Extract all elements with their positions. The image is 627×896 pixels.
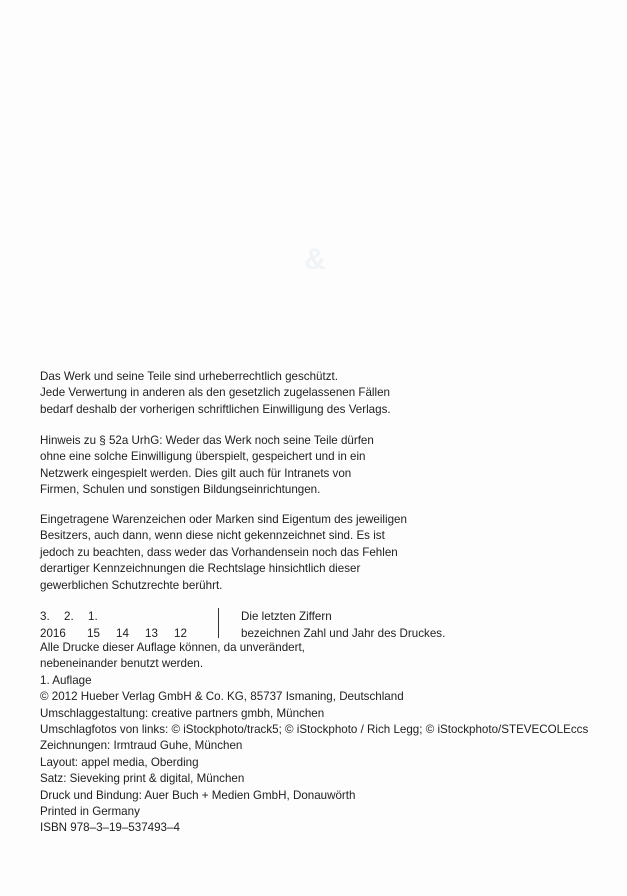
- credit-line: Alle Drucke dieser Auflage können, da unverändert,: [40, 641, 305, 654]
- text-line: Die letzten Ziffern: [241, 610, 332, 623]
- edition-numbers: [40, 608, 230, 625]
- credit-line: Layout: appel media, Oberding: [40, 755, 199, 769]
- text-line: Jede Verwertung in anderen als den gesetzlich zugelassenen Fällen: [40, 386, 390, 400]
- credit-line: © 2012 Hueber Verlag GmbH & Co. KG, 85737 Ismaning, Deutschland: [40, 690, 404, 704]
- year-number: 15: [87, 627, 100, 640]
- urhg-notice-paragraph: [40, 433, 610, 499]
- text-line: gewerblichen Schutzrechte berührt.: [40, 578, 223, 592]
- credit-line: Zeichnungen: Irmtraud Guhe, München: [40, 739, 243, 753]
- text-line: ohne eine solche Einwilligung überspielt, gespeichert und in ein: [40, 450, 366, 464]
- text-line: Eingetragene Warenzeichen oder Marken sind Eigentum des jeweiligen: [40, 513, 407, 526]
- text-line: Hinweis zu § 52a UrhG: Weder das Werk noch seine Teile dürfen: [40, 434, 374, 447]
- text-line: Besitzers, auch dann, wenn diese nicht gekennzeichnet sind. Es ist: [40, 529, 385, 543]
- text-line: Netzwerk eingespielt werden. Dies gilt auch für Intranets von: [40, 466, 352, 480]
- year-number: 2016: [40, 627, 66, 640]
- trademark-paragraph: [40, 512, 610, 594]
- credit-line: ISBN 978–3–19–537493–4: [40, 821, 180, 835]
- edition-number: 3.: [40, 610, 50, 623]
- credit-line: nebeneinander benutzt werden.: [40, 657, 204, 671]
- text-line: Firmen, Schulen und sonstigen Bildungseinrichtungen.: [40, 483, 321, 497]
- text-line: derartiger Kennzeichnungen die Rechtslage hinsichtlich dieser: [40, 562, 361, 576]
- text-line: bezeichnen Zahl und Jahr des Druckes.: [241, 627, 446, 640]
- edition-number: 1.: [88, 610, 98, 623]
- credit-line: Printed in Germany: [40, 805, 140, 819]
- text-line: Das Werk und seine Teile sind urheberrechtlich geschützt.: [40, 370, 338, 383]
- text-line: bedarf deshalb der vorherigen schriftlichen Einwilligung des Verlags.: [40, 402, 391, 416]
- copyright-paragraph: [40, 369, 610, 418]
- print-run-digits: [40, 608, 230, 642]
- text-line: jedoch zu beachten, dass weder das Vorhandensein noch das Fehlen: [40, 545, 398, 559]
- credit-line: Umschlagfotos von links: © iStockphoto/track5; © iStockphoto / Rich Legg; © iStockphoto/STEVECOLEccs: [40, 723, 589, 737]
- print-run-note: [241, 608, 445, 642]
- year-number: 14: [116, 627, 129, 640]
- imprint-credits: [40, 640, 620, 837]
- credit-line: 1. Auflage: [40, 673, 92, 687]
- vertical-divider: [218, 608, 219, 638]
- year-number: 12: [174, 627, 187, 640]
- credit-line: Satz: Sieveking print & digital, München: [40, 772, 245, 786]
- year-number: 13: [145, 627, 158, 640]
- edition-number: 2.: [64, 610, 74, 623]
- credit-line: Umschlaggestaltung: creative partners gmbh, München: [40, 706, 325, 720]
- show-through-watermark: &: [304, 243, 326, 276]
- credit-line: Druck und Bindung: Auer Buch + Medien GmbH, Donauwörth: [40, 788, 356, 802]
